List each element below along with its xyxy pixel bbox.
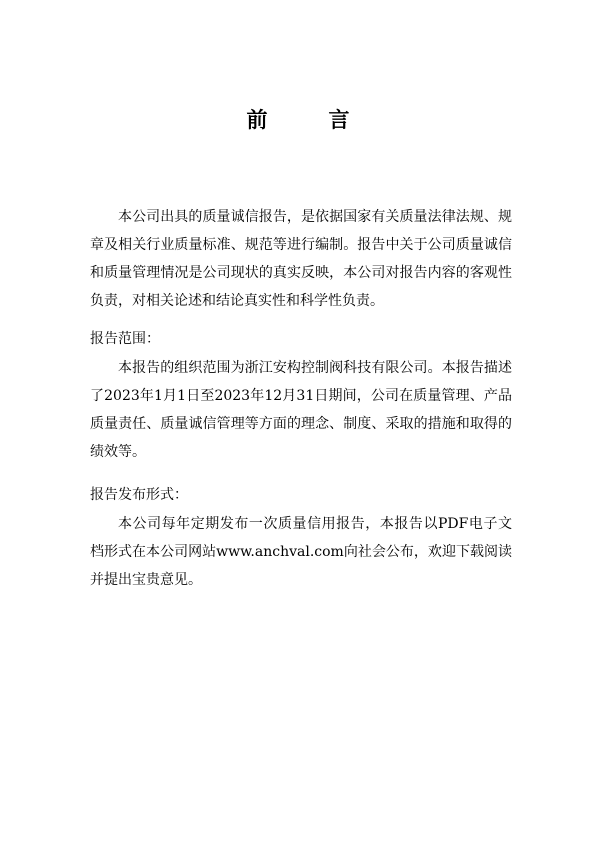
page-title: 前 言 [246,107,370,132]
scope-paragraph: 本报告的组织范围为浙江安构控制阀科技有限公司。本报告描述了2023年1月1日至2023年12月31日期间，公司在质量管理、产品质量责任、质量诚信管理等方面的理念、制度、采取的措施和取得的绩效等。 [90,360,512,460]
intro-section [90,203,512,315]
publication-section [90,510,512,594]
publication-paragraph: 本公司每年定期发布一次质量信用报告，本报告以PDF电子文档形式在本公司网站www.anchval.com向社会公布，欢迎下载阅读并提出宝贵意见。 [90,516,512,588]
scope-section [90,354,512,466]
intro-paragraph: 本公司出具的质量诚信报告，是依据国家有关质量法律法规、规章及相关行业质量标准、规范等进行编制。报告中关于公司质量诚信和质量管理情况是公司现状的真实反映，本公司对报告内容的客观性负责，对相关论述和结论真实性和科学性负责。 [90,209,512,309]
publication-heading-section [90,481,512,509]
publication-heading: 报告发布形式： [90,487,188,503]
scope-heading-section [90,325,512,353]
scope-heading: 报告范围： [90,331,160,347]
